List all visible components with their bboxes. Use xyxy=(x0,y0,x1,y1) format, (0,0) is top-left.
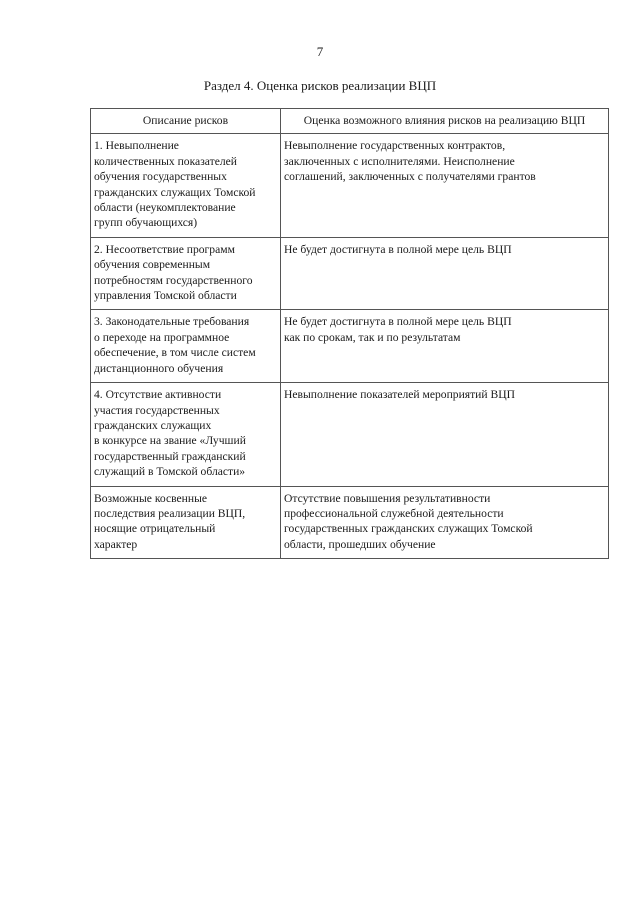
impact-cell: Невыполнение государственных контрактов, заключенных с исполнителями. Неисполнение соглашений, заключенных с получателями грантов xyxy=(281,134,609,237)
risk-table xyxy=(90,108,609,559)
header-impact-assessment: Оценка возможного влияния рисков на реализацию ВЦП xyxy=(281,109,609,134)
impact-cell: Не будет достигнута в полной мере цель ВЦП xyxy=(281,237,609,310)
table-header-row xyxy=(91,109,609,134)
impact-cell: Невыполнение показателей мероприятий ВЦП xyxy=(281,383,609,486)
impact-cell: Не будет достигнута в полной мере цель ВЦП как по срокам, так и по результатам xyxy=(281,310,609,383)
page-number: 7 xyxy=(316,44,324,59)
risk-cell: 3. Законодательные требования о переходе на программное обеспечение, в том числе систем дистанционного обучения xyxy=(91,310,281,383)
header-risk-description: Описание рисков xyxy=(91,109,281,134)
section-title: Раздел 4. Оценка рисков реализации ВЦП xyxy=(203,78,437,93)
risk-cell: Возможные косвенные последствия реализации ВЦП, носящие отрицательный характер xyxy=(91,486,281,559)
risk-cell: 4. Отсутствие активности участия государственных гражданских служащих в конкурсе на звание «Лучший государственный гражданский служащий в Томской области» xyxy=(91,383,281,486)
table-row xyxy=(91,134,609,237)
table-row xyxy=(91,237,609,310)
risk-cell: 1. Невыполнение количественных показателей обучения государственных гражданских служащих Томской области (неукомплектование групп обучающихся) xyxy=(91,134,281,237)
table-row xyxy=(91,310,609,383)
table-row xyxy=(91,486,609,559)
table-row xyxy=(91,383,609,486)
impact-cell: Отсутствие повышения результативности профессиональной служебной деятельности государственных гражданских служащих Томской области, прошедших обучение xyxy=(281,486,609,559)
risk-cell: 2. Несоответствие программ обучения современным потребностям государственного управления Томской области xyxy=(91,237,281,310)
